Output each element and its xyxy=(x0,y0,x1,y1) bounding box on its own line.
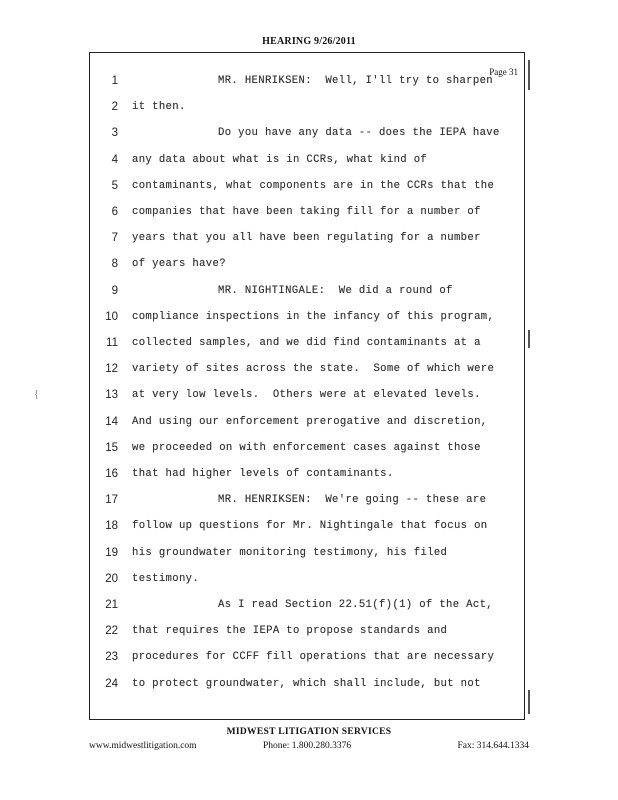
line-text: to protect groundwater, which shall include, but not xyxy=(132,677,481,690)
transcript-line xyxy=(90,311,524,331)
line-number: 7 xyxy=(111,232,118,245)
line-text: Do you have any data -- does the IEPA have xyxy=(218,127,500,140)
line-number: 16 xyxy=(105,468,118,480)
line-text: his groundwater monitoring testimony, his filed xyxy=(132,546,448,559)
transcript-line xyxy=(90,678,524,698)
transcript-line xyxy=(90,625,524,645)
line-text: MR. HENRIKSEN: Well, I'll try to sharpen xyxy=(218,75,493,87)
scan-edge-mark xyxy=(528,330,530,348)
transcript-line xyxy=(90,442,524,462)
transcript-line xyxy=(90,75,524,95)
line-text: companies that have been taking fill for a number of xyxy=(132,206,481,218)
transcript-line xyxy=(90,547,524,567)
transcript-line xyxy=(90,573,524,593)
line-number: 18 xyxy=(105,520,118,533)
line-number: 2 xyxy=(111,101,118,114)
footer-company: MIDWEST LITIGATION SERVICES xyxy=(226,727,392,737)
transcript-line xyxy=(90,468,524,488)
transcript-line xyxy=(90,363,524,383)
line-text: As I read Section 22.51(f)(1) of the Act, xyxy=(218,599,493,611)
line-text: we proceeded on with enforcement cases against those xyxy=(132,441,481,454)
line-number: 17 xyxy=(105,494,118,507)
transcript-header: HEARING 9/26/2011 xyxy=(262,36,356,47)
scan-edge-mark xyxy=(528,690,530,714)
line-number: 8 xyxy=(111,258,118,271)
line-number: 3 xyxy=(111,127,118,140)
line-text: it then. xyxy=(132,101,186,114)
transcript-line xyxy=(90,206,524,226)
scan-edge-mark xyxy=(528,60,530,90)
transcript-line xyxy=(90,651,524,671)
line-number: 10 xyxy=(105,310,118,323)
footer-website: www.midwestlitigation.com xyxy=(89,741,197,751)
transcript-line xyxy=(90,258,524,278)
line-text: contaminants, what components are in the CCRs that the xyxy=(132,179,495,192)
footer-phone: Phone: 1.800.280.3376 xyxy=(263,741,352,751)
transcript-line xyxy=(90,180,524,200)
transcript-line xyxy=(90,337,524,357)
transcript-page-frame xyxy=(89,52,525,720)
line-text: MR. HENRIKSEN: We're going -- these are xyxy=(218,494,487,507)
footer-fax: Fax: 314.644.1334 xyxy=(457,741,529,751)
transcript-line xyxy=(90,494,524,514)
line-text: MR. NIGHTINGALE: We did a round of xyxy=(218,284,453,297)
line-text: And using our enforcement prerogative and discretion, xyxy=(132,415,488,428)
line-number: 15 xyxy=(105,441,118,454)
line-text: collected samples, and we did find contaminants at a xyxy=(132,337,481,349)
transcript-line xyxy=(90,520,524,540)
transcript-line xyxy=(90,127,524,147)
line-text: any data about what is in CCRs, what kind of xyxy=(132,153,428,166)
line-text: procedures for CCFF fill operations that are necessary xyxy=(132,651,495,664)
line-number: 5 xyxy=(111,179,118,192)
page-number: Page 31 xyxy=(489,67,518,77)
line-number: 22 xyxy=(105,625,118,638)
line-number: 21 xyxy=(105,599,118,611)
line-text: of years have? xyxy=(132,258,226,271)
line-number: 4 xyxy=(111,153,118,166)
transcript-line xyxy=(90,599,524,619)
line-number: 6 xyxy=(111,206,118,218)
line-number: 9 xyxy=(111,284,118,297)
line-text: at very low levels. Others were at elevated levels. xyxy=(132,389,481,402)
line-number: 19 xyxy=(105,546,118,559)
line-number: 13 xyxy=(105,389,118,402)
line-text: variety of sites across the state. Some of which were xyxy=(132,363,495,376)
line-text: that had higher levels of contaminants. xyxy=(132,468,394,480)
transcript-line xyxy=(90,154,524,174)
transcript-line xyxy=(90,416,524,436)
line-number: 11 xyxy=(106,337,118,349)
line-text: that requires the IEPA to propose standards and xyxy=(132,625,448,638)
line-text: years that you all have been regulating for a number xyxy=(132,232,481,245)
transcript-line xyxy=(90,232,524,252)
line-text: compliance inspections in the infancy of this program, xyxy=(132,310,495,323)
line-number: 24 xyxy=(105,677,118,690)
line-number: 14 xyxy=(105,415,118,428)
line-number: 23 xyxy=(105,651,118,664)
transcript-line xyxy=(90,285,524,305)
line-number: 20 xyxy=(105,572,118,585)
margin-mark: { xyxy=(34,389,39,400)
line-number: 12 xyxy=(105,363,118,376)
transcript-line xyxy=(90,389,524,409)
transcript-line xyxy=(90,101,524,121)
line-text: testimony. xyxy=(132,572,200,585)
line-text: follow up questions for Mr. Nightingale that focus on xyxy=(132,520,488,533)
line-number: 1 xyxy=(111,75,118,87)
